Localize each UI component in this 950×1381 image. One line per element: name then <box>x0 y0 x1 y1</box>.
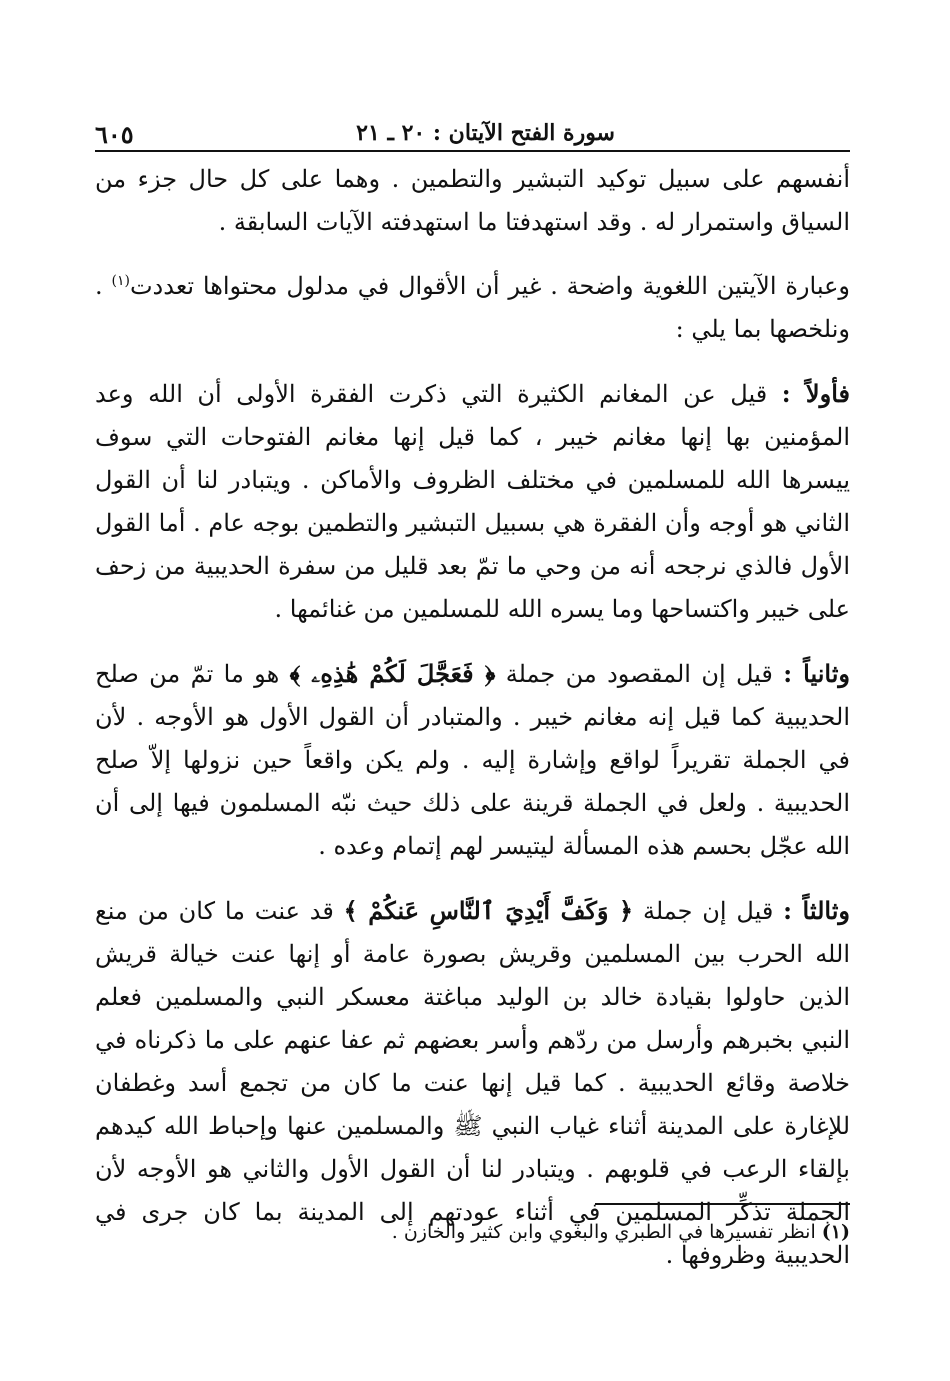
paragraph-text: قد عنت ما كان من منع الله الحرب بين المسلمين وقريش بصورة عامة أو إنها عنت خيالة قريش الذين حاولوا بقيادة خالد بن الوليد مباغتة معسكر النبي والمسلمين فعلم النبي بخبرهم وأرسل من ردّهم وأسر بعضهم ثم عفا عنهم على ما ذكرناه في خلاصة وقائع الحديبية . كما قيل إنها عنت ما كان من تجمع أسد وغطفان للإغارة على المدينة أثناء غياب النبي ﷺ والمسلمين عنها وإحباط الله كيدهم بإلقاء الرعب في قلوبهم . ويتبادر لنا أن القول الأول والثاني هو الأوجه لأن الجملة تذكِّر المسلمين في أثناء عودتهم إلى المدينة بما كان جرى في الحديبية وظروفها . <box>95 897 850 1269</box>
paragraph-2 <box>95 265 850 351</box>
paragraph-1 <box>95 158 850 244</box>
paragraph-text: وعبارة الآيتين اللغوية واضحة . غير أن الأقوال في مدلول محتواها تعددت <box>129 272 850 300</box>
paragraph-lead: وثالثاً : <box>783 896 850 925</box>
header-rule <box>95 150 850 152</box>
page-number: ٦٠٥ <box>95 120 134 149</box>
footnote-rule <box>595 1203 850 1205</box>
paragraph-lead: فأولاً : <box>781 379 850 408</box>
paragraph-text: قيل إن المقصود من جملة <box>505 660 773 688</box>
paragraph-text: . ونلخصها بما يلي : <box>95 272 850 343</box>
quran-quote: ﴿ وَكَفَّ أَيْدِيَ ٱلنَّاسِ عَنكُمْ ﴾ <box>343 896 634 925</box>
paragraph-3 <box>95 372 850 631</box>
paragraph-lead: وثانياً : <box>783 659 850 688</box>
page-header <box>95 110 850 150</box>
footnote-marker: (١) <box>821 1221 850 1243</box>
footnote <box>95 1218 850 1246</box>
quran-quote: ﴿ فَعَجَّلَ لَكُمْ هَٰذِهِۦ ﴾ <box>289 659 496 688</box>
footnote-text: انظر تفسيرها في الطبري والبغوي وابن كثير والخازن . <box>391 1221 816 1243</box>
paragraph-4 <box>95 652 850 868</box>
paragraph-text: قيل عن المغانم الكثيرة التي ذكرت الفقرة الأولى أن الله وعد المؤمنين بها إنها مغانم خيبر ، كما قيل إنها مغانم الفتوحات التي سوف ييسرها الله للمسلمين في مختلف الظروف والأماكن . ويتبادر لنا أن القول الثاني هو أوجه وأن الفقرة هي بسبيل التبشير والتطمين بوجه عام . أما القول الأول فالذي نرجحه أنه من وحي ما تمّ بعد قليل من سفرة الحديبية من زحف على خيبر واكتساحها وما يسره الله للمسلمين من غنائمها . <box>95 380 850 623</box>
body-text <box>95 158 850 1277</box>
running-title: سورة الفتح الآيتان : ٢٠ ـ ٢١ <box>356 120 615 146</box>
paragraph-text: أنفسهم على سبيل توكيد التبشير والتطمين . وهما على كل حال جزء من السياق واستمرار له . وقد استهدفتا ما استهدفته الآيات السابقة . <box>95 165 850 236</box>
paragraph-text: هو ما تمّ من صلح الحديبية كما قيل إنه مغانم خيبر . والمتبادر أن القول الأول هو الأوجه . لأن في الجملة تقريراً لواقع وإشارة إليه . ولم يكن واقعاً حين نزولها إلاّ صلح الحديبية . ولعل في الجملة قرينة على ذلك حيث نبّه المسلمون فيها إلى أن الله عجّل بحسم هذه المسألة ليتيسر لهم إتمام وعده . <box>95 660 850 860</box>
paragraph-text: قيل إن جملة <box>642 897 774 925</box>
footnote-reference: (١) <box>111 273 130 289</box>
